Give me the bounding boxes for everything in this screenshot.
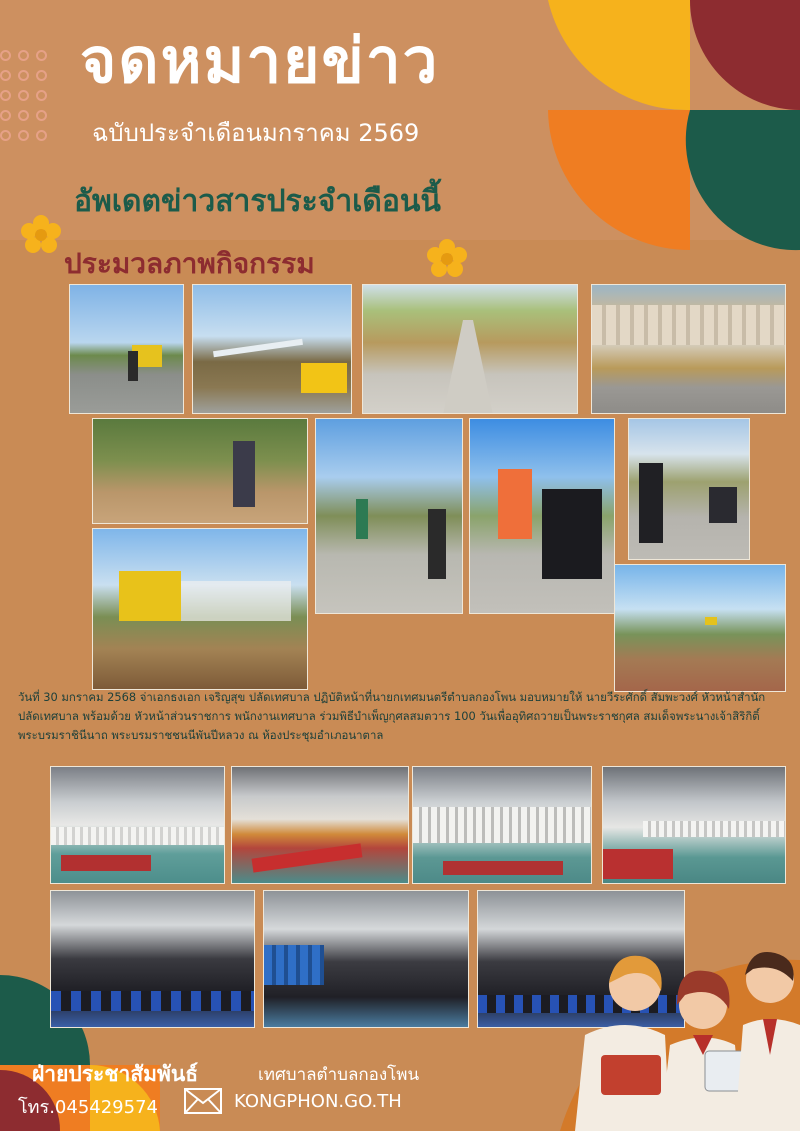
photo-truck-spray — [92, 528, 308, 690]
photo-rural-road — [614, 564, 786, 692]
website-link[interactable]: KONGPHON.GO.TH — [234, 1091, 402, 1112]
photo-fence-road — [591, 284, 786, 414]
dot-pattern — [0, 50, 60, 160]
photo-worker-path — [92, 418, 308, 524]
photo-sidewalk-survey — [315, 418, 463, 614]
gallery-heading: ประมวลภาพกิจกรรม — [64, 247, 315, 280]
photo-audience-1 — [50, 890, 255, 1028]
organization-name: เทศบาลตำบลกองโพน — [258, 1065, 420, 1085]
flower-icon — [20, 214, 62, 256]
dot — [36, 70, 47, 81]
photo-road-inspection — [628, 418, 750, 560]
mail-icon — [184, 1088, 222, 1114]
photo-ceremony-hall-3 — [602, 766, 786, 884]
dot — [18, 130, 29, 141]
dot — [0, 70, 11, 81]
dot — [0, 130, 11, 141]
photo-water-truck — [192, 284, 352, 414]
students-illustration — [565, 945, 800, 1131]
dot — [36, 130, 47, 141]
dot — [36, 90, 47, 101]
activity-caption: วันที่ 30 มกราคม 2568 จ่าเอกธงเอก เจริญสุข ปลัดเทศบาล ปฏิบัติหน้าที่นายกเทศมนตรีตำบลกองโพน มอบหมายให้ นายวีระศักดิ์ สัมพะวงศ์ หัวหน้าสำนักปลัดเทศบาล พร้อมด้วย หัวหน้าส่วนราชการ พนักงานเทศบาล ร่วมพิธีบำเพ็ญกุศลสมตวาร 100 วันเพื่ออุทิศถวายเป็นพระราชกุศล สมเด็จพระนางเจ้าสิริกิติ์ พระบรมราชินีนาถ พระบรมราชชนนีพันปีหลวง ณ ห้องประชุมอำเภอนาตาล — [18, 690, 766, 742]
phone-number: โทร.045429574 — [18, 1097, 158, 1118]
dot — [18, 70, 29, 81]
flower-icon — [426, 238, 468, 280]
dot — [0, 110, 11, 121]
dot — [0, 50, 11, 61]
dot — [18, 50, 29, 61]
pr-department: ฝ่ายประชาสัมพันธ์ — [32, 1062, 199, 1086]
dot — [18, 90, 29, 101]
newsletter-title: จดหมายข่าว — [80, 24, 440, 97]
photo-ceremony-monks — [231, 766, 409, 884]
photo-officials-marking — [469, 418, 615, 614]
dot — [36, 50, 47, 61]
update-heading: อัพเดตข่าวสารประจำเดือนนี้ — [74, 184, 441, 219]
dot — [18, 110, 29, 121]
photo-ceremony-hall-2 — [412, 766, 592, 884]
dot — [36, 110, 47, 121]
photo-dirt-road — [362, 284, 578, 414]
photo-road-spraying — [69, 284, 184, 414]
photo-ceremony-hall-1 — [50, 766, 225, 884]
dot — [0, 90, 11, 101]
photo-audience-2 — [263, 890, 469, 1028]
issue-subtitle: ฉบับประจำเดือนมกราคม 2569 — [92, 119, 420, 147]
